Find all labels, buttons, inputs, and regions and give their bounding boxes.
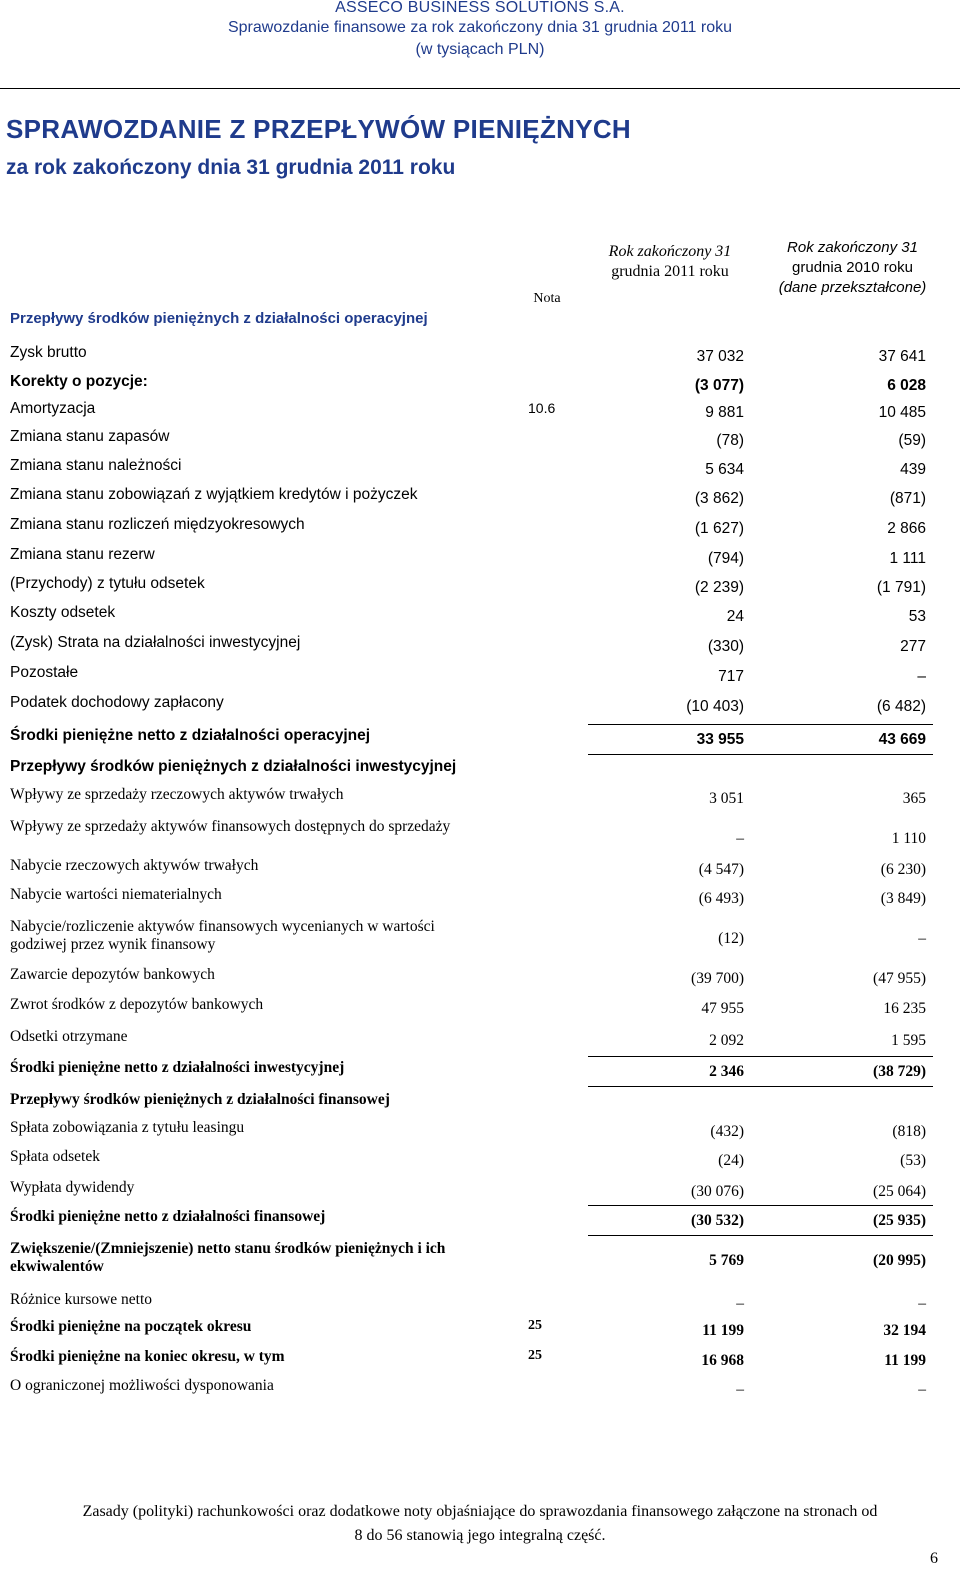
row-value-2011: –	[736, 1295, 744, 1312]
row-value-2010: (53)	[900, 1152, 926, 1169]
total-rule-bottom	[588, 1235, 933, 1236]
section-heading-operating: Przepływy środków pieniężnych z działalności operacyjnej	[10, 310, 428, 327]
row-value-2011: –	[736, 1381, 744, 1398]
table-row	[0, 818, 960, 846]
table-row	[0, 727, 960, 755]
table-row	[0, 1377, 960, 1405]
row-value-2011: (3 077)	[694, 377, 744, 394]
row-value-2010: (59)	[898, 432, 926, 449]
row-value-2011: (10 403)	[686, 698, 744, 715]
row-label: Zysk brutto	[10, 344, 87, 361]
row-label: Środki pieniężne netto z działalności operacyjnej	[10, 727, 371, 744]
table-row	[0, 1028, 960, 1056]
row-value-2011: (3 862)	[694, 490, 744, 507]
row-label: Wypłata dywidendy	[10, 1179, 135, 1196]
table-row	[0, 694, 960, 722]
row-value-2010: –	[918, 1381, 926, 1398]
row-value-2011: 9 881	[705, 404, 744, 421]
row-label: Wpływy ze sprzedaży aktywów finansowych dostępnych do sprzedaży	[10, 818, 451, 835]
row-nota: 25	[528, 1318, 542, 1333]
table-row	[0, 1059, 960, 1087]
row-value-2010: 2 866	[887, 520, 926, 537]
row-value-2011: (432)	[710, 1123, 744, 1140]
row-value-2010: (20 995)	[873, 1252, 926, 1269]
row-label: Spłata zobowiązania z tytułu leasingu	[10, 1119, 245, 1136]
table-row	[0, 1348, 960, 1376]
table-row	[0, 373, 960, 401]
row-label: Nabycie wartości niematerialnych	[10, 886, 222, 903]
row-value-2011: (39 700)	[691, 970, 744, 987]
row-value-2010: (6 482)	[876, 698, 926, 715]
row-value-2011: (1 627)	[694, 520, 744, 537]
row-value-2010: 16 235	[883, 1000, 926, 1017]
footer-line-1: Zasady (polityki) rachunkowości oraz dodatkowe noty objaśniające do sprawozdania finansowego załączone na stronach od	[82, 1503, 878, 1520]
row-label: Różnice kursowe netto	[10, 1291, 153, 1308]
row-value-2011: 37 032	[696, 348, 744, 365]
table-row	[0, 634, 960, 662]
row-label: Koszty odsetek	[10, 604, 116, 621]
row-value-2010: 10 485	[878, 404, 926, 421]
row-value-2010: (25 064)	[873, 1183, 926, 1200]
table-row	[0, 1091, 960, 1119]
row-value-2010: 439	[900, 461, 926, 478]
table-row	[0, 575, 960, 603]
row-label: Korekty o pozycje:	[10, 373, 148, 390]
table-row	[0, 786, 960, 814]
row-label: Zmiana stanu rezerw	[10, 546, 155, 563]
table-row	[0, 1318, 960, 1346]
total-rule-top	[588, 724, 933, 725]
row-label: Zmiana stanu zobowiązań z wyjątkiem kredytów i pożyczek	[10, 486, 418, 503]
total-rule-top	[588, 1056, 933, 1057]
row-value-2011: 33 955	[696, 731, 744, 748]
row-value-2011: (24)	[718, 1152, 744, 1169]
row-value-2010: 6 028	[887, 377, 926, 394]
row-value-2011: 5 634	[705, 461, 744, 478]
row-value-2011: (30 076)	[691, 1183, 744, 1200]
table-row	[0, 486, 960, 514]
total-rule-top	[588, 1205, 933, 1206]
row-value-2011: (78)	[716, 432, 744, 449]
row-label: Odsetki otrzymane	[10, 1028, 128, 1045]
row-value-2011: 11 199	[702, 1322, 744, 1339]
table-row	[0, 604, 960, 632]
column-header-nota: Nota	[533, 291, 561, 306]
row-label: Zwrot środków z depozytów bankowych	[10, 996, 264, 1013]
table-row	[0, 758, 960, 786]
row-value-2011: 24	[726, 608, 744, 625]
row-value-2010: (25 935)	[873, 1212, 926, 1229]
column-header-2010-line2: grudnia 2010 roku	[792, 259, 913, 276]
row-value-2010: (1 791)	[876, 579, 926, 596]
row-value-2010: (871)	[889, 490, 926, 507]
row-label: Środki pieniężne netto z działalności finansowej	[10, 1208, 326, 1225]
table-row	[0, 1240, 960, 1275]
row-value-2011: 3 051	[709, 790, 744, 807]
row-value-2010: 1 110	[891, 830, 926, 847]
table-row	[0, 516, 960, 544]
row-value-2010: (3 849)	[880, 890, 926, 907]
row-value-2011: (30 532)	[691, 1212, 744, 1229]
row-label: Zwiększenie/(Zmniejszenie) netto stanu środków pieniężnych i ich ekwiwalentów	[10, 1240, 446, 1275]
row-label: Nabycie rzeczowych aktywów trwałych	[10, 857, 259, 874]
row-label: Zmiana stanu rozliczeń międzyokresowych	[10, 516, 305, 533]
row-label: (Zysk) Strata na działalności inwestycyjnej	[10, 634, 301, 651]
footer-note	[0, 1500, 960, 1548]
row-label: Przepływy środków pieniężnych z działalności finansowej	[10, 1091, 390, 1108]
row-value-2010: –	[918, 1295, 926, 1312]
row-value-2011: (6 493)	[698, 890, 744, 907]
row-value-2011: –	[736, 830, 744, 847]
row-label: Środki pieniężne na koniec okresu, w tym	[10, 1348, 285, 1365]
row-nota: 10.6	[528, 400, 556, 416]
row-value-2011: (330)	[707, 638, 744, 655]
column-header-2010-line3: (dane przekształcone)	[778, 279, 927, 296]
header-rule	[0, 88, 960, 89]
row-value-2011: 717	[718, 668, 744, 685]
row-value-2011: 47 955	[701, 1000, 744, 1017]
column-header-2011	[585, 242, 755, 282]
row-label: Wpływy ze sprzedaży rzeczowych aktywów trwałych	[10, 786, 344, 803]
table-row	[0, 1179, 960, 1207]
row-value-2010: 1 595	[891, 1032, 926, 1049]
row-value-2011: (12)	[718, 930, 744, 947]
row-label: Przepływy środków pieniężnych z działalności inwestycyjnej	[10, 758, 457, 775]
row-value-2010: 277	[900, 638, 926, 655]
column-header-2011-line1: Rok zakończony 31	[608, 243, 732, 260]
row-value-2010: 43 669	[878, 731, 926, 748]
row-label: Zmiana stanu zapasów	[10, 428, 170, 445]
total-rule-bottom	[588, 1086, 933, 1087]
row-label: Spłata odsetek	[10, 1148, 100, 1165]
row-value-2010: (818)	[892, 1123, 926, 1140]
page-period: za rok zakończony dnia 31 grudnia 2011 roku	[6, 156, 456, 179]
row-label: O ograniczonej możliwości dysponowania	[10, 1377, 274, 1394]
row-value-2010: –	[917, 668, 926, 685]
row-label: Nabycie/rozliczenie aktywów finansowych wycenianych w wartości godziwej przez wynik finansowy	[10, 918, 435, 953]
row-value-2010: (38 729)	[873, 1063, 926, 1080]
row-value-2011: (4 547)	[698, 861, 744, 878]
row-label: Zawarcie depozytów bankowych	[10, 966, 215, 983]
table-row	[0, 546, 960, 574]
row-value-2010: 365	[902, 790, 926, 807]
table-row	[0, 1148, 960, 1176]
row-label: Pozostałe	[10, 664, 79, 681]
table-row	[0, 1208, 960, 1236]
table-row	[0, 1291, 960, 1319]
currency-note: (w tysiącach PLN)	[415, 41, 545, 58]
table-row	[0, 966, 960, 994]
footer-line-2: 8 do 56 stanowią jego integralną część.	[354, 1527, 606, 1544]
row-label: Zmiana stanu należności	[10, 457, 182, 474]
table-row	[0, 996, 960, 1024]
table-row	[0, 886, 960, 914]
row-value-2010: 1 111	[889, 550, 926, 567]
table-row	[0, 918, 960, 953]
row-value-2010: 37 641	[878, 348, 926, 365]
row-value-2010: 11 199	[884, 1352, 926, 1369]
table-row	[0, 428, 960, 456]
table-row	[0, 457, 960, 485]
row-value-2010: (47 955)	[873, 970, 926, 987]
row-value-2010: 32 194	[883, 1322, 926, 1339]
column-header-2011-line2: grudnia 2011 roku	[611, 263, 729, 280]
column-header-2010	[765, 238, 940, 298]
row-label: Środki pieniężne na początek okresu	[10, 1318, 252, 1335]
row-value-2010: (6 230)	[880, 861, 926, 878]
column-header-2010-line1: Rok zakończony 31	[787, 239, 918, 256]
total-rule-bottom	[588, 754, 933, 755]
row-label: Środki pieniężne netto z działalności inwestycyjnej	[10, 1059, 345, 1076]
row-label: (Przychody) z tytułu odsetek	[10, 575, 205, 592]
page-title: SPRAWOZDANIE Z PRZEPŁYWÓW PIENIĘŻNYCH	[6, 114, 632, 144]
row-value-2011: (794)	[707, 550, 744, 567]
table-row	[0, 857, 960, 885]
table-row	[0, 664, 960, 692]
page-number: 6	[930, 1550, 938, 1567]
row-label: Podatek dochodowy zapłacony	[10, 694, 224, 711]
table-row	[0, 344, 960, 372]
row-value-2011: 2 346	[709, 1063, 744, 1080]
table-row	[0, 1119, 960, 1147]
row-value-2011: 2 092	[709, 1032, 744, 1049]
row-label: Amortyzacja	[10, 400, 96, 417]
report-subtitle: Sprawozdanie finansowe za rok zakończony dnia 31 grudnia 2011 roku	[227, 19, 733, 36]
row-value-2011: (2 239)	[694, 579, 744, 596]
row-value-2010: –	[918, 930, 926, 947]
row-value-2010: 53	[908, 608, 926, 625]
row-value-2011: 16 968	[701, 1352, 744, 1369]
row-value-2011: 5 769	[709, 1252, 744, 1269]
company-name: ASSECO BUSINESS SOLUTIONS S.A.	[335, 0, 625, 16]
table-row	[0, 400, 960, 428]
row-nota: 25	[528, 1348, 542, 1363]
